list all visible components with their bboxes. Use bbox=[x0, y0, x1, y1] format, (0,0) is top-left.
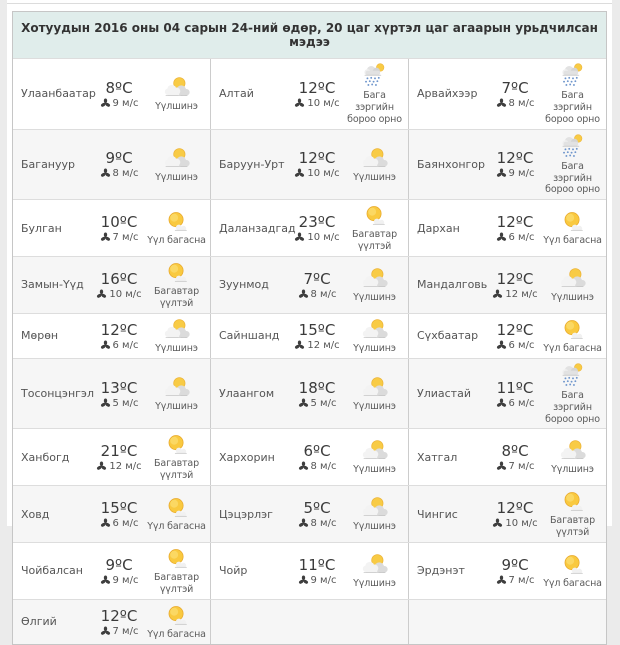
temp-wind-cell bbox=[491, 257, 539, 313]
temp-wind-cell bbox=[491, 429, 539, 485]
city-name: Улиастай bbox=[417, 387, 471, 401]
wind-fan-icon bbox=[496, 168, 507, 179]
city-name: Эрдэнэт bbox=[417, 564, 465, 578]
sun-cloud-icon bbox=[358, 266, 392, 291]
condition-cell bbox=[143, 486, 210, 542]
temp-wind-cell bbox=[293, 59, 341, 129]
wind-fan-icon bbox=[294, 98, 305, 109]
wind bbox=[492, 289, 537, 300]
temperature-value: 12ºС bbox=[298, 78, 336, 97]
temperature-value: 12ºС bbox=[100, 606, 138, 625]
wind-fan-icon bbox=[96, 461, 107, 472]
wind bbox=[100, 575, 139, 586]
condition-cell bbox=[539, 200, 606, 256]
sun-cloud-icon bbox=[358, 552, 392, 577]
city-name: Улаангом bbox=[219, 387, 275, 401]
city-name: Улаанбаатар bbox=[21, 87, 96, 101]
condition-text: Бага зэргийн бороо орно bbox=[545, 90, 600, 125]
temperature-value: 9ºС bbox=[105, 149, 133, 168]
wind bbox=[298, 575, 337, 586]
temperature-value: 12ºС bbox=[496, 269, 534, 288]
temp-wind-cell bbox=[95, 359, 143, 429]
wind bbox=[496, 461, 535, 472]
sun-small-cloud-icon bbox=[160, 209, 194, 234]
wind bbox=[294, 168, 339, 179]
condition-text: Бага зэргийн бороо орно bbox=[545, 160, 600, 196]
temp-wind-cell bbox=[95, 59, 143, 129]
sun-small-cloud-icon bbox=[160, 260, 194, 285]
wind-fan-icon bbox=[496, 398, 507, 409]
wind-speed: 5 м/с bbox=[112, 397, 139, 409]
forecast-row bbox=[13, 358, 606, 429]
condition-text: Үүл багасна bbox=[543, 235, 602, 247]
table-title: Хотуудын 2016 оны 04 сарын 24-ний өдөр, 20 цаг хүртэл цаг агаарын урьдчилсан мэдээ bbox=[13, 12, 606, 58]
condition-cell bbox=[341, 359, 408, 429]
wind-fan-icon bbox=[492, 289, 503, 300]
forecast-row bbox=[13, 129, 606, 200]
wind-fan-icon bbox=[96, 289, 107, 300]
wind-speed: 7 м/с bbox=[508, 574, 535, 586]
city-forecast-cell bbox=[408, 130, 606, 200]
temperature-value: 6ºС bbox=[303, 442, 331, 461]
city-forecast-cell bbox=[408, 314, 606, 358]
temperature-value: 8ºС bbox=[501, 442, 529, 461]
city-name: Сайншанд bbox=[219, 329, 280, 343]
wind bbox=[294, 232, 339, 243]
condition-cell bbox=[341, 486, 408, 542]
wind-fan-icon bbox=[294, 168, 305, 179]
rain-icon bbox=[556, 362, 590, 389]
condition-cell bbox=[341, 200, 408, 256]
temp-wind-cell bbox=[491, 314, 539, 358]
empty-cell bbox=[408, 600, 606, 644]
wind-fan-icon bbox=[294, 340, 305, 351]
wind-speed: 8 м/с bbox=[112, 168, 139, 180]
sun-small-cloud-icon bbox=[160, 495, 194, 520]
wind bbox=[294, 340, 339, 351]
wind-fan-icon bbox=[298, 289, 309, 300]
content-panel bbox=[7, 0, 612, 640]
condition-cell bbox=[539, 359, 606, 429]
temp-wind-cell bbox=[293, 359, 341, 429]
wind-speed: 9 м/с bbox=[508, 168, 535, 180]
temp-wind-cell bbox=[491, 486, 539, 542]
condition-text: Бага зэргийн бороо орно bbox=[545, 389, 600, 425]
wind-fan-icon bbox=[298, 575, 309, 586]
temp-wind-cell bbox=[293, 429, 341, 485]
city-forecast-cell bbox=[210, 200, 408, 256]
wind bbox=[100, 168, 139, 179]
temperature-value: 15ºС bbox=[298, 320, 336, 339]
sun-cloud-icon bbox=[556, 438, 590, 463]
city-name: Хатгал bbox=[417, 450, 458, 464]
wind-fan-icon bbox=[100, 340, 111, 351]
condition-cell bbox=[143, 359, 210, 429]
wind bbox=[496, 168, 535, 179]
city-name: Ховд bbox=[21, 507, 50, 521]
wind bbox=[100, 98, 139, 109]
city-forecast-cell bbox=[210, 486, 408, 542]
sun-small-cloud-icon bbox=[358, 203, 392, 228]
temp-wind-cell bbox=[95, 257, 143, 313]
temp-wind-cell bbox=[95, 486, 143, 542]
wind-speed: 8 м/с bbox=[508, 97, 535, 109]
temperature-value: 12ºС bbox=[298, 149, 336, 168]
wind bbox=[100, 340, 139, 351]
sun-small-cloud-icon bbox=[160, 432, 194, 457]
temp-wind-cell bbox=[293, 200, 341, 256]
wind-speed: 10 м/с bbox=[307, 232, 340, 244]
city-name: Замын-Үүд bbox=[21, 278, 84, 292]
wind-speed: 6 м/с bbox=[508, 232, 535, 244]
temperature-value: 15ºС bbox=[100, 499, 138, 517]
wind-speed: 8 м/с bbox=[310, 288, 337, 300]
sun-cloud-icon bbox=[358, 317, 392, 342]
temperature-value: 11ºС bbox=[496, 378, 534, 397]
forecast-row bbox=[13, 256, 606, 313]
wind bbox=[492, 518, 537, 529]
temp-wind-cell bbox=[491, 359, 539, 429]
wind-speed: 9 м/с bbox=[310, 574, 337, 586]
wind-speed: 5 м/с bbox=[310, 397, 337, 409]
city-forecast-cell bbox=[13, 600, 210, 644]
city-name: Булган bbox=[21, 221, 62, 235]
condition-cell bbox=[341, 429, 408, 485]
sun-small-cloud-icon bbox=[556, 552, 590, 577]
wind-fan-icon bbox=[492, 518, 503, 529]
condition-text: Үүлшинэ bbox=[353, 577, 396, 589]
temperature-value: 12ºС bbox=[100, 320, 138, 339]
condition-cell bbox=[143, 257, 210, 313]
wind-speed: 8 м/с bbox=[310, 461, 337, 473]
temperature-value: 23ºС bbox=[298, 213, 336, 232]
weather-forecast-table bbox=[12, 11, 607, 645]
condition-cell bbox=[341, 130, 408, 200]
city-name: Мөрөн bbox=[21, 329, 59, 343]
condition-text: Үүл багасна bbox=[543, 577, 602, 589]
wind-fan-icon bbox=[496, 340, 507, 351]
city-forecast-cell bbox=[408, 200, 606, 256]
wind-speed: 6 м/с bbox=[112, 518, 139, 529]
temperature-value: 7ºС bbox=[501, 78, 529, 97]
wind-fan-icon bbox=[298, 518, 309, 529]
wind bbox=[298, 289, 337, 300]
city-forecast-cell bbox=[13, 486, 210, 542]
condition-text: Багавтар үүлтэй bbox=[352, 229, 397, 253]
wind-fan-icon bbox=[298, 461, 309, 472]
condition-text: Үүл багасна bbox=[147, 628, 206, 640]
sun-small-cloud-icon bbox=[160, 603, 194, 628]
condition-cell bbox=[539, 486, 606, 542]
wind-speed: 9 м/с bbox=[112, 97, 139, 109]
condition-cell bbox=[143, 429, 210, 485]
city-forecast-cell bbox=[13, 257, 210, 313]
temperature-value: 8ºС bbox=[105, 78, 133, 97]
condition-text: Үүлшинэ bbox=[155, 171, 198, 183]
wind-speed: 8 м/с bbox=[310, 518, 337, 529]
city-name: Тосонцэнгэл bbox=[21, 387, 94, 401]
sun-small-cloud-icon bbox=[556, 489, 590, 514]
wind bbox=[100, 518, 139, 529]
wind-fan-icon bbox=[100, 518, 111, 529]
condition-text: Багавтар үүлтэй bbox=[154, 286, 199, 309]
condition-cell bbox=[143, 59, 210, 129]
wind bbox=[294, 98, 339, 109]
condition-cell bbox=[341, 257, 408, 313]
temp-wind-cell bbox=[293, 543, 341, 599]
city-forecast-cell bbox=[408, 486, 606, 542]
city-forecast-cell bbox=[210, 130, 408, 200]
city-forecast-cell bbox=[13, 359, 210, 429]
city-forecast-cell bbox=[13, 130, 210, 200]
wind-speed: 6 м/с bbox=[112, 339, 139, 351]
wind-speed: 9 м/с bbox=[112, 574, 139, 586]
wind bbox=[100, 626, 139, 637]
wind-fan-icon bbox=[100, 98, 111, 109]
condition-text: Үүлшинэ bbox=[551, 291, 594, 303]
wind-fan-icon bbox=[100, 626, 111, 637]
temperature-value: 13ºС bbox=[100, 378, 138, 397]
temperature-value: 12ºС bbox=[496, 499, 534, 517]
city-forecast-cell bbox=[408, 257, 606, 313]
forecast-row bbox=[13, 58, 606, 129]
condition-cell bbox=[341, 314, 408, 358]
condition-text: Үүлшинэ bbox=[155, 400, 198, 412]
city-forecast-cell bbox=[210, 359, 408, 429]
sun-cloud-icon bbox=[160, 75, 194, 100]
wind-fan-icon bbox=[298, 398, 309, 409]
temperature-value: 12ºС bbox=[496, 213, 534, 232]
condition-text: Үүл багасна bbox=[147, 235, 206, 247]
sun-small-cloud-icon bbox=[556, 209, 590, 234]
sun-cloud-icon bbox=[358, 495, 392, 520]
city-name: Дархан bbox=[417, 221, 460, 235]
city-name: Даланзадгад bbox=[219, 221, 296, 235]
temperature-value: 18ºС bbox=[298, 378, 336, 397]
temperature-value: 5ºС bbox=[303, 499, 331, 517]
wind bbox=[496, 575, 535, 586]
wind-fan-icon bbox=[496, 461, 507, 472]
sun-cloud-icon bbox=[160, 375, 194, 400]
sun-cloud-icon bbox=[160, 317, 194, 342]
wind bbox=[298, 398, 337, 409]
wind-speed: 7 м/с bbox=[112, 232, 139, 244]
temp-wind-cell bbox=[491, 59, 539, 129]
rain-icon bbox=[358, 62, 392, 89]
city-forecast-cell bbox=[13, 314, 210, 358]
city-name: Арвайхээр bbox=[417, 87, 478, 101]
temperature-value: 7ºС bbox=[303, 269, 331, 288]
temp-wind-cell bbox=[95, 200, 143, 256]
city-name: Чойбалсан bbox=[21, 564, 83, 578]
city-forecast-cell bbox=[210, 429, 408, 485]
condition-text: Бага зэргийн бороо орно bbox=[347, 90, 402, 125]
city-name: Мандалговь bbox=[417, 278, 488, 292]
wind-fan-icon bbox=[496, 98, 507, 109]
sun-cloud-icon bbox=[160, 146, 194, 171]
sun-cloud-icon bbox=[358, 375, 392, 400]
condition-text: Үүлшинэ bbox=[353, 521, 396, 533]
city-forecast-cell bbox=[408, 59, 606, 129]
temp-wind-cell bbox=[95, 314, 143, 358]
condition-text: Багавтар үүлтэй bbox=[154, 458, 199, 482]
condition-cell bbox=[539, 314, 606, 358]
city-forecast-cell bbox=[210, 257, 408, 313]
condition-text: Үүлшинэ bbox=[353, 342, 396, 354]
temperature-value: 11ºС bbox=[298, 555, 336, 574]
temp-wind-cell bbox=[95, 429, 143, 485]
city-name: Цэцэрлэг bbox=[219, 507, 273, 521]
city-name: Чингис bbox=[417, 507, 458, 521]
wind-fan-icon bbox=[100, 575, 111, 586]
temp-wind-cell bbox=[491, 200, 539, 256]
wind bbox=[298, 518, 337, 529]
wind bbox=[496, 398, 535, 409]
temp-wind-cell bbox=[491, 130, 539, 200]
top-divider bbox=[7, 0, 612, 4]
forecast-row bbox=[13, 485, 606, 542]
wind-fan-icon bbox=[496, 575, 507, 586]
city-forecast-cell bbox=[13, 59, 210, 129]
city-forecast-cell bbox=[408, 359, 606, 429]
condition-cell bbox=[539, 429, 606, 485]
wind bbox=[96, 289, 141, 300]
condition-text: Үүл багасна bbox=[543, 342, 602, 354]
wind bbox=[298, 461, 337, 472]
condition-cell bbox=[539, 130, 606, 200]
temp-wind-cell bbox=[95, 130, 143, 200]
city-name: Баянхонгор bbox=[417, 157, 486, 171]
condition-cell bbox=[143, 543, 210, 599]
forecast-row bbox=[13, 428, 606, 485]
wind-speed: 7 м/с bbox=[508, 461, 535, 473]
city-name: Ханбогд bbox=[21, 450, 70, 464]
condition-text: Үүл багасна bbox=[147, 521, 206, 533]
wind-speed: 10 м/с bbox=[505, 518, 538, 529]
wind-speed: 12 м/с bbox=[109, 461, 142, 473]
temp-wind-cell bbox=[293, 314, 341, 358]
city-name: Хархорин bbox=[219, 450, 275, 464]
city-name: Багануур bbox=[21, 157, 76, 171]
sun-cloud-icon bbox=[556, 266, 590, 291]
sun-cloud-icon bbox=[358, 438, 392, 463]
forecast-row bbox=[13, 199, 606, 256]
condition-text: Үүлшинэ bbox=[155, 342, 198, 354]
wind-speed: 12 м/с bbox=[307, 339, 340, 351]
wind-fan-icon bbox=[496, 232, 507, 243]
condition-cell bbox=[143, 600, 210, 644]
wind-speed: 12 м/с bbox=[505, 288, 538, 300]
empty-cell bbox=[210, 600, 408, 644]
condition-text: Багавтар үүлтэй bbox=[154, 571, 199, 595]
city-forecast-cell bbox=[13, 429, 210, 485]
condition-cell bbox=[143, 200, 210, 256]
temp-wind-cell bbox=[293, 486, 341, 542]
wind bbox=[496, 232, 535, 243]
temp-wind-cell bbox=[293, 257, 341, 313]
wind bbox=[496, 98, 535, 109]
temperature-value: 21ºС bbox=[100, 442, 138, 461]
temp-wind-cell bbox=[491, 543, 539, 599]
wind bbox=[96, 461, 141, 472]
condition-cell bbox=[539, 257, 606, 313]
wind-fan-icon bbox=[100, 168, 111, 179]
city-forecast-cell bbox=[210, 59, 408, 129]
temperature-value: 9ºС bbox=[501, 555, 529, 574]
city-forecast-cell bbox=[408, 429, 606, 485]
table-body bbox=[13, 58, 606, 644]
temperature-value: 12ºС bbox=[496, 149, 534, 168]
city-forecast-cell bbox=[210, 314, 408, 358]
wind-fan-icon bbox=[294, 232, 305, 243]
condition-text: Үүлшинэ bbox=[155, 100, 198, 112]
temp-wind-cell bbox=[95, 543, 143, 599]
wind bbox=[100, 232, 139, 243]
condition-text: Багавтар үүлтэй bbox=[550, 515, 595, 538]
city-name: Зуунмод bbox=[219, 278, 269, 292]
wind-speed: 10 м/с bbox=[307, 168, 340, 180]
sun-small-cloud-icon bbox=[160, 546, 194, 571]
condition-cell bbox=[341, 59, 408, 129]
rain-icon bbox=[556, 62, 590, 89]
city-forecast-cell bbox=[13, 543, 210, 599]
wind-speed: 10 м/с bbox=[109, 288, 142, 300]
temperature-value: 16ºС bbox=[100, 269, 138, 288]
rain-icon bbox=[556, 133, 590, 160]
forecast-row bbox=[13, 313, 606, 358]
wind-speed: 10 м/с bbox=[307, 97, 340, 109]
sun-small-cloud-icon bbox=[556, 317, 590, 342]
temp-wind-cell bbox=[95, 600, 143, 644]
city-name: Чойр bbox=[219, 564, 248, 578]
condition-text: Үүлшинэ bbox=[353, 400, 396, 412]
condition-cell bbox=[539, 59, 606, 129]
wind-speed: 6 м/с bbox=[508, 339, 535, 351]
city-name: Алтай bbox=[219, 87, 254, 101]
wind bbox=[100, 398, 139, 409]
wind-speed: 7 м/с bbox=[112, 625, 139, 637]
forecast-row bbox=[13, 542, 606, 599]
condition-text: Үүлшинэ bbox=[353, 464, 396, 476]
city-name: Өлгий bbox=[21, 615, 57, 629]
temperature-value: 10ºС bbox=[100, 213, 138, 232]
condition-cell bbox=[143, 314, 210, 358]
condition-cell bbox=[143, 130, 210, 200]
wind-speed: 6 м/с bbox=[508, 397, 535, 409]
city-forecast-cell bbox=[13, 200, 210, 256]
wind-fan-icon bbox=[100, 398, 111, 409]
city-name: Баруун-Урт bbox=[219, 157, 285, 171]
condition-text: Үүлшинэ bbox=[353, 291, 396, 303]
forecast-row bbox=[13, 599, 606, 644]
condition-cell bbox=[341, 543, 408, 599]
city-forecast-cell bbox=[408, 543, 606, 599]
temperature-value: 12ºС bbox=[496, 320, 534, 339]
city-name: Сүхбаатар bbox=[417, 329, 479, 343]
wind-fan-icon bbox=[100, 232, 111, 243]
wind bbox=[496, 340, 535, 351]
temperature-value: 9ºС bbox=[105, 555, 133, 574]
condition-text: Үүлшинэ bbox=[353, 171, 396, 183]
condition-text: Үүлшинэ bbox=[551, 464, 594, 476]
city-forecast-cell bbox=[210, 543, 408, 599]
temp-wind-cell bbox=[293, 130, 341, 200]
sun-cloud-icon bbox=[358, 146, 392, 171]
condition-cell bbox=[539, 543, 606, 599]
